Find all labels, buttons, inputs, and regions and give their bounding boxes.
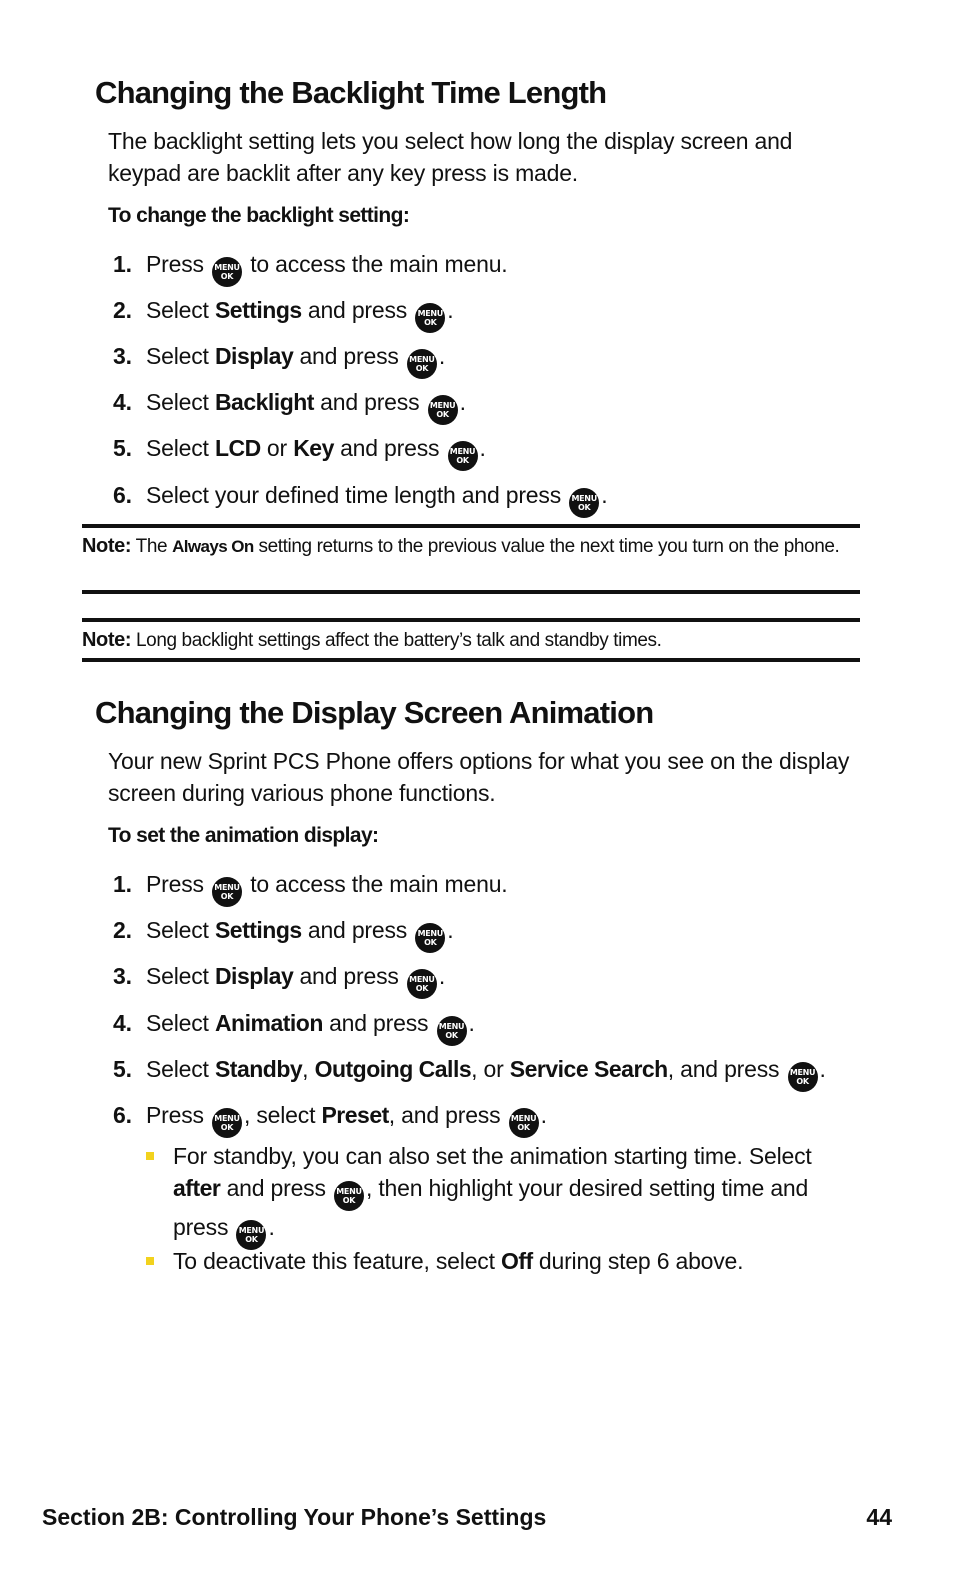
animation-step-5: 5. Select Standby, Outgoing Calls, or Service Search, and press MENU OK . (113, 1053, 826, 1085)
animation-step-2: 2. Select Settings and press MENU OK . (113, 914, 454, 946)
section-title-animation: Changing the Display Screen Animation (95, 695, 654, 730)
page-number: 44 (866, 1504, 892, 1530)
backlight-step-3: 3. Select Display and press MENU OK . (113, 340, 445, 372)
menu-ok-key-icon: MENU OK (415, 303, 445, 333)
animation-step-3: 3. Select Display and press MENU OK . (113, 960, 445, 992)
backlight-step-2: 2. Select Settings and press MENU OK . (113, 294, 454, 326)
menu-ok-key-icon: MENU OK (212, 257, 242, 287)
animation-step-1: 1. Press MENU OK to access the main menu. (113, 868, 507, 900)
menu-ok-key-icon: MENU OK (407, 349, 437, 379)
menu-ok-key-icon: MENU OK (334, 1181, 364, 1211)
intro-animation: Your new Sprint PCS Phone offers options for what you see on the display screen during various phone functions. (108, 748, 850, 806)
menu-ok-key-icon: MENU OK (788, 1062, 818, 1092)
animation-step-4: 4. Select Animation and press MENU OK . (113, 1007, 475, 1039)
menu-ok-key-icon: MENU OK (407, 969, 437, 999)
menu-ok-key-icon: MENU OK (236, 1220, 266, 1250)
note-battery: Note: Long backlight settings affect the battery’s talk and standby times. (82, 618, 860, 662)
menu-ok-key-icon: MENU OK (569, 488, 599, 518)
backlight-step-1: 1. Press MENU OK to access the main menu. (113, 248, 507, 280)
intro-backlight: The backlight setting lets you select how long the display screen and keypad are backlit after any key press is made. (108, 128, 793, 186)
backlight-step-4: 4. Select Backlight and press MENU OK . (113, 386, 466, 418)
page-footer (42, 1500, 892, 1534)
subheading-animation: To set the animation display: (108, 824, 379, 847)
menu-ok-key-icon: MENU OK (212, 1108, 242, 1138)
menu-ok-key-icon: MENU OK (509, 1108, 539, 1138)
note-always-on: Note: The Always On setting returns to the previous value the next time you turn on the phone. (82, 524, 860, 594)
bullet-standby-time: For standby, you can also set the animation starting time. Select after and press MENU OK , then highlight your desired setting time and press MENU OK . (146, 1140, 846, 1250)
bullet-deactivate: To deactivate this feature, select Off during step 6 above. (146, 1245, 846, 1277)
menu-ok-key-icon: MENU OK (428, 395, 458, 425)
animation-step-6: 6. Press MENU OK , select Preset, and press MENU OK . (113, 1099, 547, 1131)
subheading-backlight: To change the backlight setting: (108, 204, 410, 227)
bullet-marker (146, 1257, 154, 1265)
footer-section-title: Section 2B: Controlling Your Phone’s Settings (42, 1504, 547, 1530)
section-title-backlight: Changing the Backlight Time Length (95, 75, 607, 110)
menu-ok-key-icon: MENU OK (448, 441, 478, 471)
menu-ok-key-icon: MENU OK (437, 1016, 467, 1046)
menu-ok-key-icon: MENU OK (415, 923, 445, 953)
menu-ok-key-icon: MENU OK (212, 877, 242, 907)
backlight-step-6: 6. Select your defined time length and press MENU OK . (113, 479, 607, 511)
backlight-step-5: 5. Select LCD or Key and press MENU OK . (113, 432, 486, 464)
bullet-marker (146, 1152, 154, 1160)
